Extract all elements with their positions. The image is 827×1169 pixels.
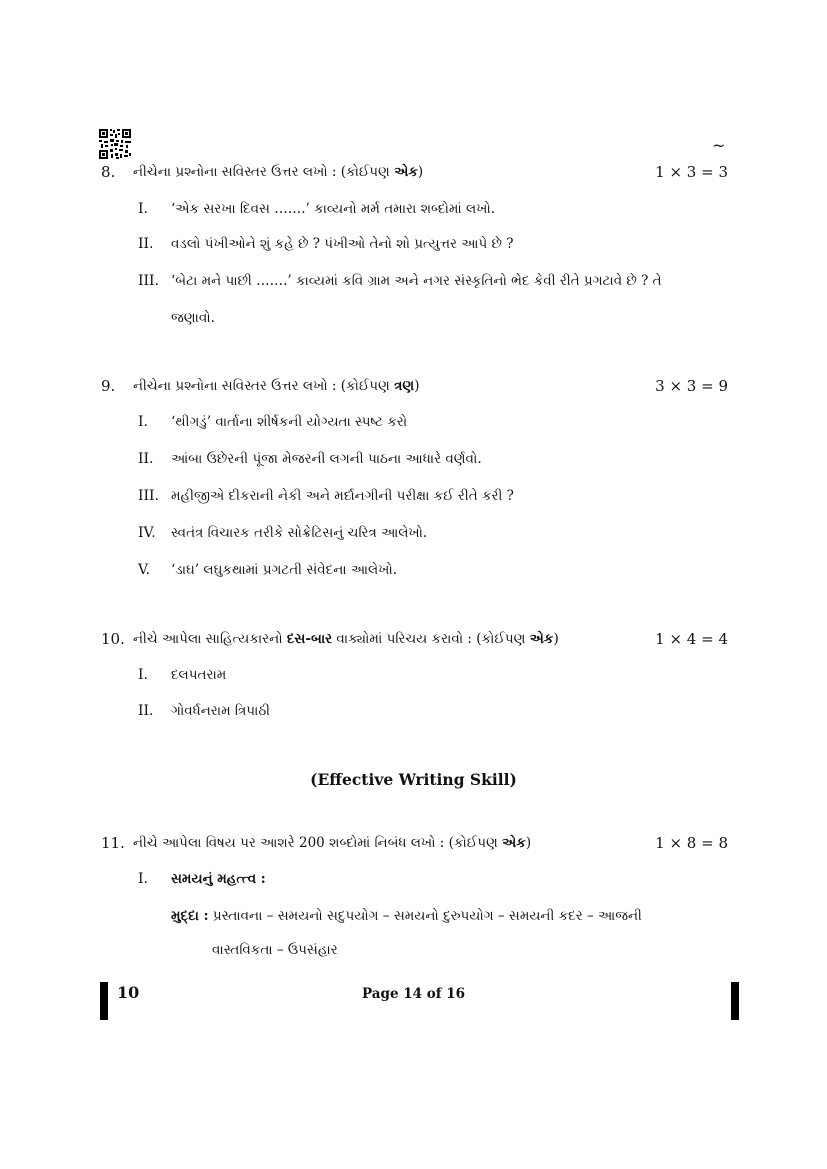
q9-item-2-number: II.: [138, 451, 154, 467]
q10-item-2-number: II.: [138, 703, 154, 719]
page-number: Page 14 of 16: [361, 986, 466, 1002]
q11-item-1-points-continued: વાસ્તવિકતા – ઉપસંહાર: [212, 942, 338, 958]
question-9-marks: 3 × 3 = 9: [655, 377, 728, 395]
question-9-number: 9.: [101, 377, 116, 395]
question-10-number: 10.: [101, 630, 125, 648]
q8-item-3-text-continued: જણાવો.: [171, 310, 215, 326]
q11-item-1-title: સમયનું મહત્ત્વ :: [171, 871, 266, 887]
question-11-number: 11.: [101, 834, 125, 852]
q9-item-5-text: ‘ડાઘ’ લઘુકથામાં પ્રગટતી સંવેદના આલેખો.: [171, 562, 398, 578]
section-heading: (Effective Writing Skill): [310, 770, 517, 789]
question-8-text: નીચેના પ્રશ્નોના સવિસ્તર ઉત્તર લખો : (કોઈપણ એક): [133, 164, 424, 180]
q10-item-1-number: I.: [138, 667, 148, 683]
q9-item-2-text: આંબા ઉછેરની પૂંજા મેજરની લગની પાઠના આધારે વર્ણવો.: [171, 451, 482, 467]
q8-item-1-number: I.: [138, 201, 148, 217]
question-10-marks: 1 × 4 = 4: [655, 630, 728, 648]
q9-item-3-number: III.: [138, 488, 160, 504]
q9-item-4-number: IV.: [138, 525, 156, 541]
q11-item-1-points: મુદ્દા : પ્રસ્તાવના – સમયનો સદુપયોગ – સમયનો દુરુપયોગ – સમયની કદર – આજની: [171, 908, 642, 924]
question-11-marks: 1 × 8 = 8: [655, 834, 728, 852]
q8-item-2-text: વડલો પંખીઓને શું કહે છે ? પંખીઓ તેનો શો પ્રત્યુત્તર આપે છે ?: [171, 236, 514, 252]
question-8-marks: 1 × 3 = 3: [655, 163, 728, 181]
footer-code: 10: [117, 983, 140, 1002]
q8-item-3-text: ‘બેટા મને પાછી …….’ કાવ્યમાં કવિ ગ્રામ અને નગર સંસ્કૃતિનો ભેદ કેવી રીતે પ્રગટાવે છે ? તે: [171, 273, 662, 289]
q9-item-3-text: મહીજીએ દીકરાની નેકી અને મર્દાનગીની પરીક્ષા કઈ રીતે કરી ?: [171, 488, 514, 504]
q9-item-1-number: I.: [138, 414, 148, 430]
question-11-text: નીચે આપેલા વિષય પર આશરે 200 શબ્દોમાં નિબંધ લખો : (કોઈપણ એક): [133, 835, 532, 851]
q10-item-2-text: ગોવર્ધનરામ ત્રિપાઠી: [171, 703, 271, 719]
question-9-text: નીચેના પ્રશ્નોના સવિસ્તર ઉત્તર લખો : (કોઈપણ ત્રણ): [133, 378, 420, 394]
q9-item-1-text: ‘થીગડું’ વાર્તાના શીર્ષકની યોગ્યતા સ્પષ્ટ કરો: [171, 414, 408, 430]
q8-item-3-number: III.: [138, 273, 160, 289]
question-10-text: નીચે આપેલા સાહિત્યકારનો દસ-બાર વાક્યોમાં પરિચય કરાવો : (કોઈપણ એક): [133, 631, 559, 647]
q10-item-1-text: દલપતરામ: [171, 667, 227, 683]
footer-right-bar: [731, 982, 739, 1020]
q8-item-1-text: ‘એક સરખા દિવસ …….’ કાવ્યનો મર્મ તમારા શબ્દોમાં લખો.: [171, 201, 495, 217]
q9-item-5-number: V.: [138, 562, 151, 578]
q9-item-4-text: સ્વતંત્ર વિચારક તરીકે સોક્રેટિસનું ચરિત્ર આલેખો.: [171, 525, 428, 541]
q8-item-2-number: II.: [138, 236, 154, 252]
question-8-number: 8.: [101, 163, 116, 181]
header-mark: ~: [712, 136, 726, 155]
qr-code-icon: [99, 129, 131, 159]
q11-item-1-number: I.: [138, 871, 148, 887]
